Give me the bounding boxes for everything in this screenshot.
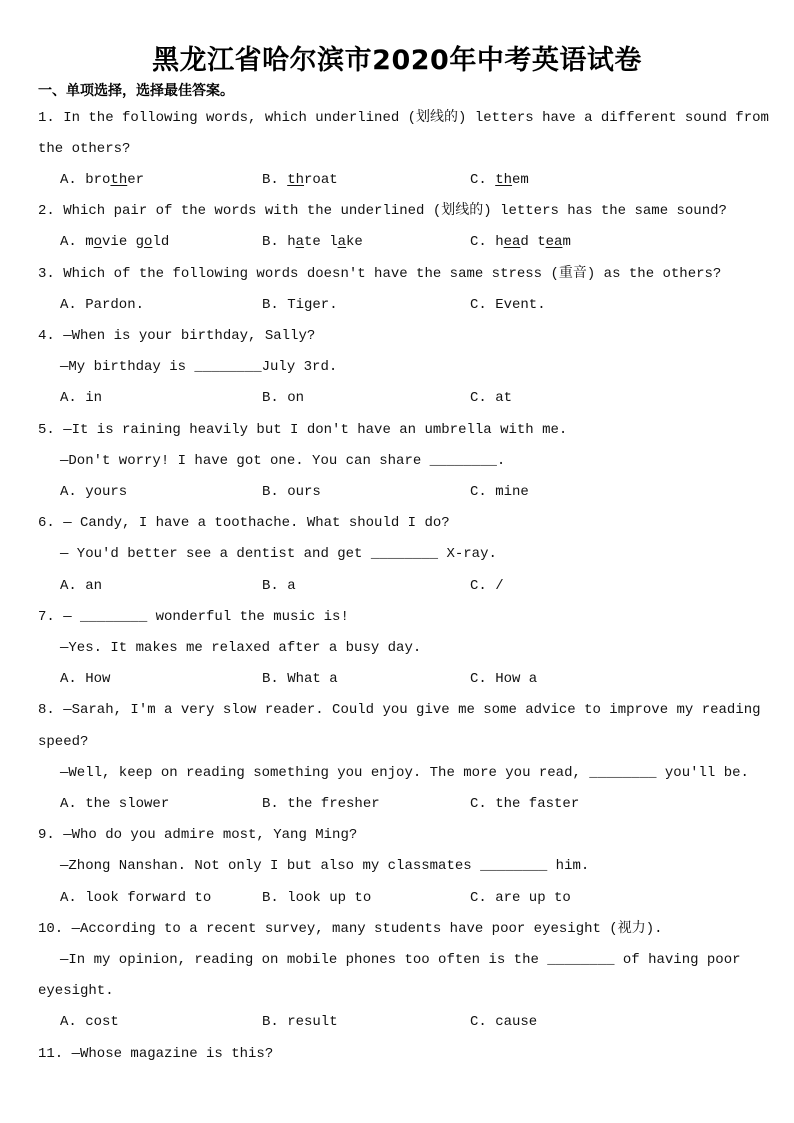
question-7-option-a: A. How [60, 671, 111, 687]
question-1-text-cont: the others? [38, 141, 131, 157]
question-3-option-a: A. Pardon. [60, 297, 145, 313]
question-9-option-c: C. are up to [470, 890, 571, 906]
question-5-option-b: B. ours [262, 484, 321, 500]
question-1-option-c: C. them [470, 172, 529, 188]
question-6-option-b: B. a [262, 578, 296, 594]
question-4-option-a: A. in [60, 390, 103, 406]
question-7-option-c: C. How a [470, 671, 538, 687]
question-10-option-b: B. result [262, 1014, 338, 1030]
question-4-text: 4. —When is your birthday, Sally? [38, 328, 316, 344]
question-9-option-a: A. look forward to [60, 890, 212, 906]
question-2-option-c: C. head team [470, 234, 571, 250]
question-9-reply: —Zhong Nanshan. Not only I but also my classmates ________ him. [60, 858, 590, 874]
question-3-option-b: B. Tiger. [262, 297, 338, 313]
section-heading: 一、单项选择，选择最佳答案。 [38, 83, 234, 99]
question-8-option-b: B. the fresher [262, 796, 380, 812]
question-7-reply: —Yes. It makes me relaxed after a busy day. [60, 640, 422, 656]
question-9-text: 9. —Who do you admire most, Yang Ming? [38, 827, 358, 843]
question-8-text-cont: speed? [38, 734, 89, 750]
question-7-text: 7. — ________ wonderful the music is! [38, 609, 349, 625]
question-5-option-c: C. mine [470, 484, 529, 500]
question-1-option-b: B. throat [262, 172, 338, 188]
question-10-reply: —In my opinion, reading on mobile phones too often is the ________ of having poor [60, 952, 741, 968]
question-11-text: 11. —Whose magazine is this? [38, 1046, 274, 1062]
question-8-text: 8. —Sarah, I'm a very slow reader. Could you give me some advice to improve my reading [38, 702, 761, 718]
page-title: 黑龙江省哈尔滨市2020年中考英语试卷 [152, 45, 642, 76]
question-3-option-c: C. Event. [470, 297, 546, 313]
question-5-text: 5. —It is raining heavily but I don't have an umbrella with me. [38, 422, 568, 438]
question-8-option-c: C. the faster [470, 796, 580, 812]
question-5-option-a: A. yours [60, 484, 128, 500]
question-6-option-a: A. an [60, 578, 103, 594]
question-10-option-c: C. cause [470, 1014, 538, 1030]
question-6-reply: — You'd better see a dentist and get ________ X-ray. [60, 546, 497, 562]
question-1-option-a: A. brother [60, 172, 145, 188]
question-2-option-a: A. movie gold [60, 234, 170, 250]
question-8-option-a: A. the slower [60, 796, 170, 812]
question-10-text: 10. —According to a recent survey, many students have poor eyesight (视力). [38, 921, 663, 937]
question-10-option-a: A. cost [60, 1014, 119, 1030]
question-9-option-b: B. look up to [262, 890, 372, 906]
question-6-text: 6. — Candy, I have a toothache. What should I do? [38, 515, 450, 531]
question-6-option-c: C. / [470, 578, 504, 594]
question-7-option-b: B. What a [262, 671, 338, 687]
question-2-option-b: B. hate lake [262, 234, 363, 250]
question-8-reply: —Well, keep on reading something you enjoy. The more you read, ________ you'll be. [60, 765, 749, 781]
question-1-text: 1. In the following words, which underlined (划线的) letters have a different sound from [38, 110, 769, 126]
question-4-reply: —My birthday is ________July 3rd. [60, 359, 338, 375]
question-5-reply: —Don't worry! I have got one. You can share ________. [60, 453, 506, 469]
question-2-text: 2. Which pair of the words with the underlined (划线的) letters has the same sound? [38, 203, 727, 219]
question-10-reply-cont: eyesight. [38, 983, 114, 999]
question-4-option-b: B. on [262, 390, 305, 406]
question-4-option-c: C. at [470, 390, 513, 406]
question-3-text: 3. Which of the following words doesn't have the same stress (重音) as the others? [38, 266, 722, 282]
